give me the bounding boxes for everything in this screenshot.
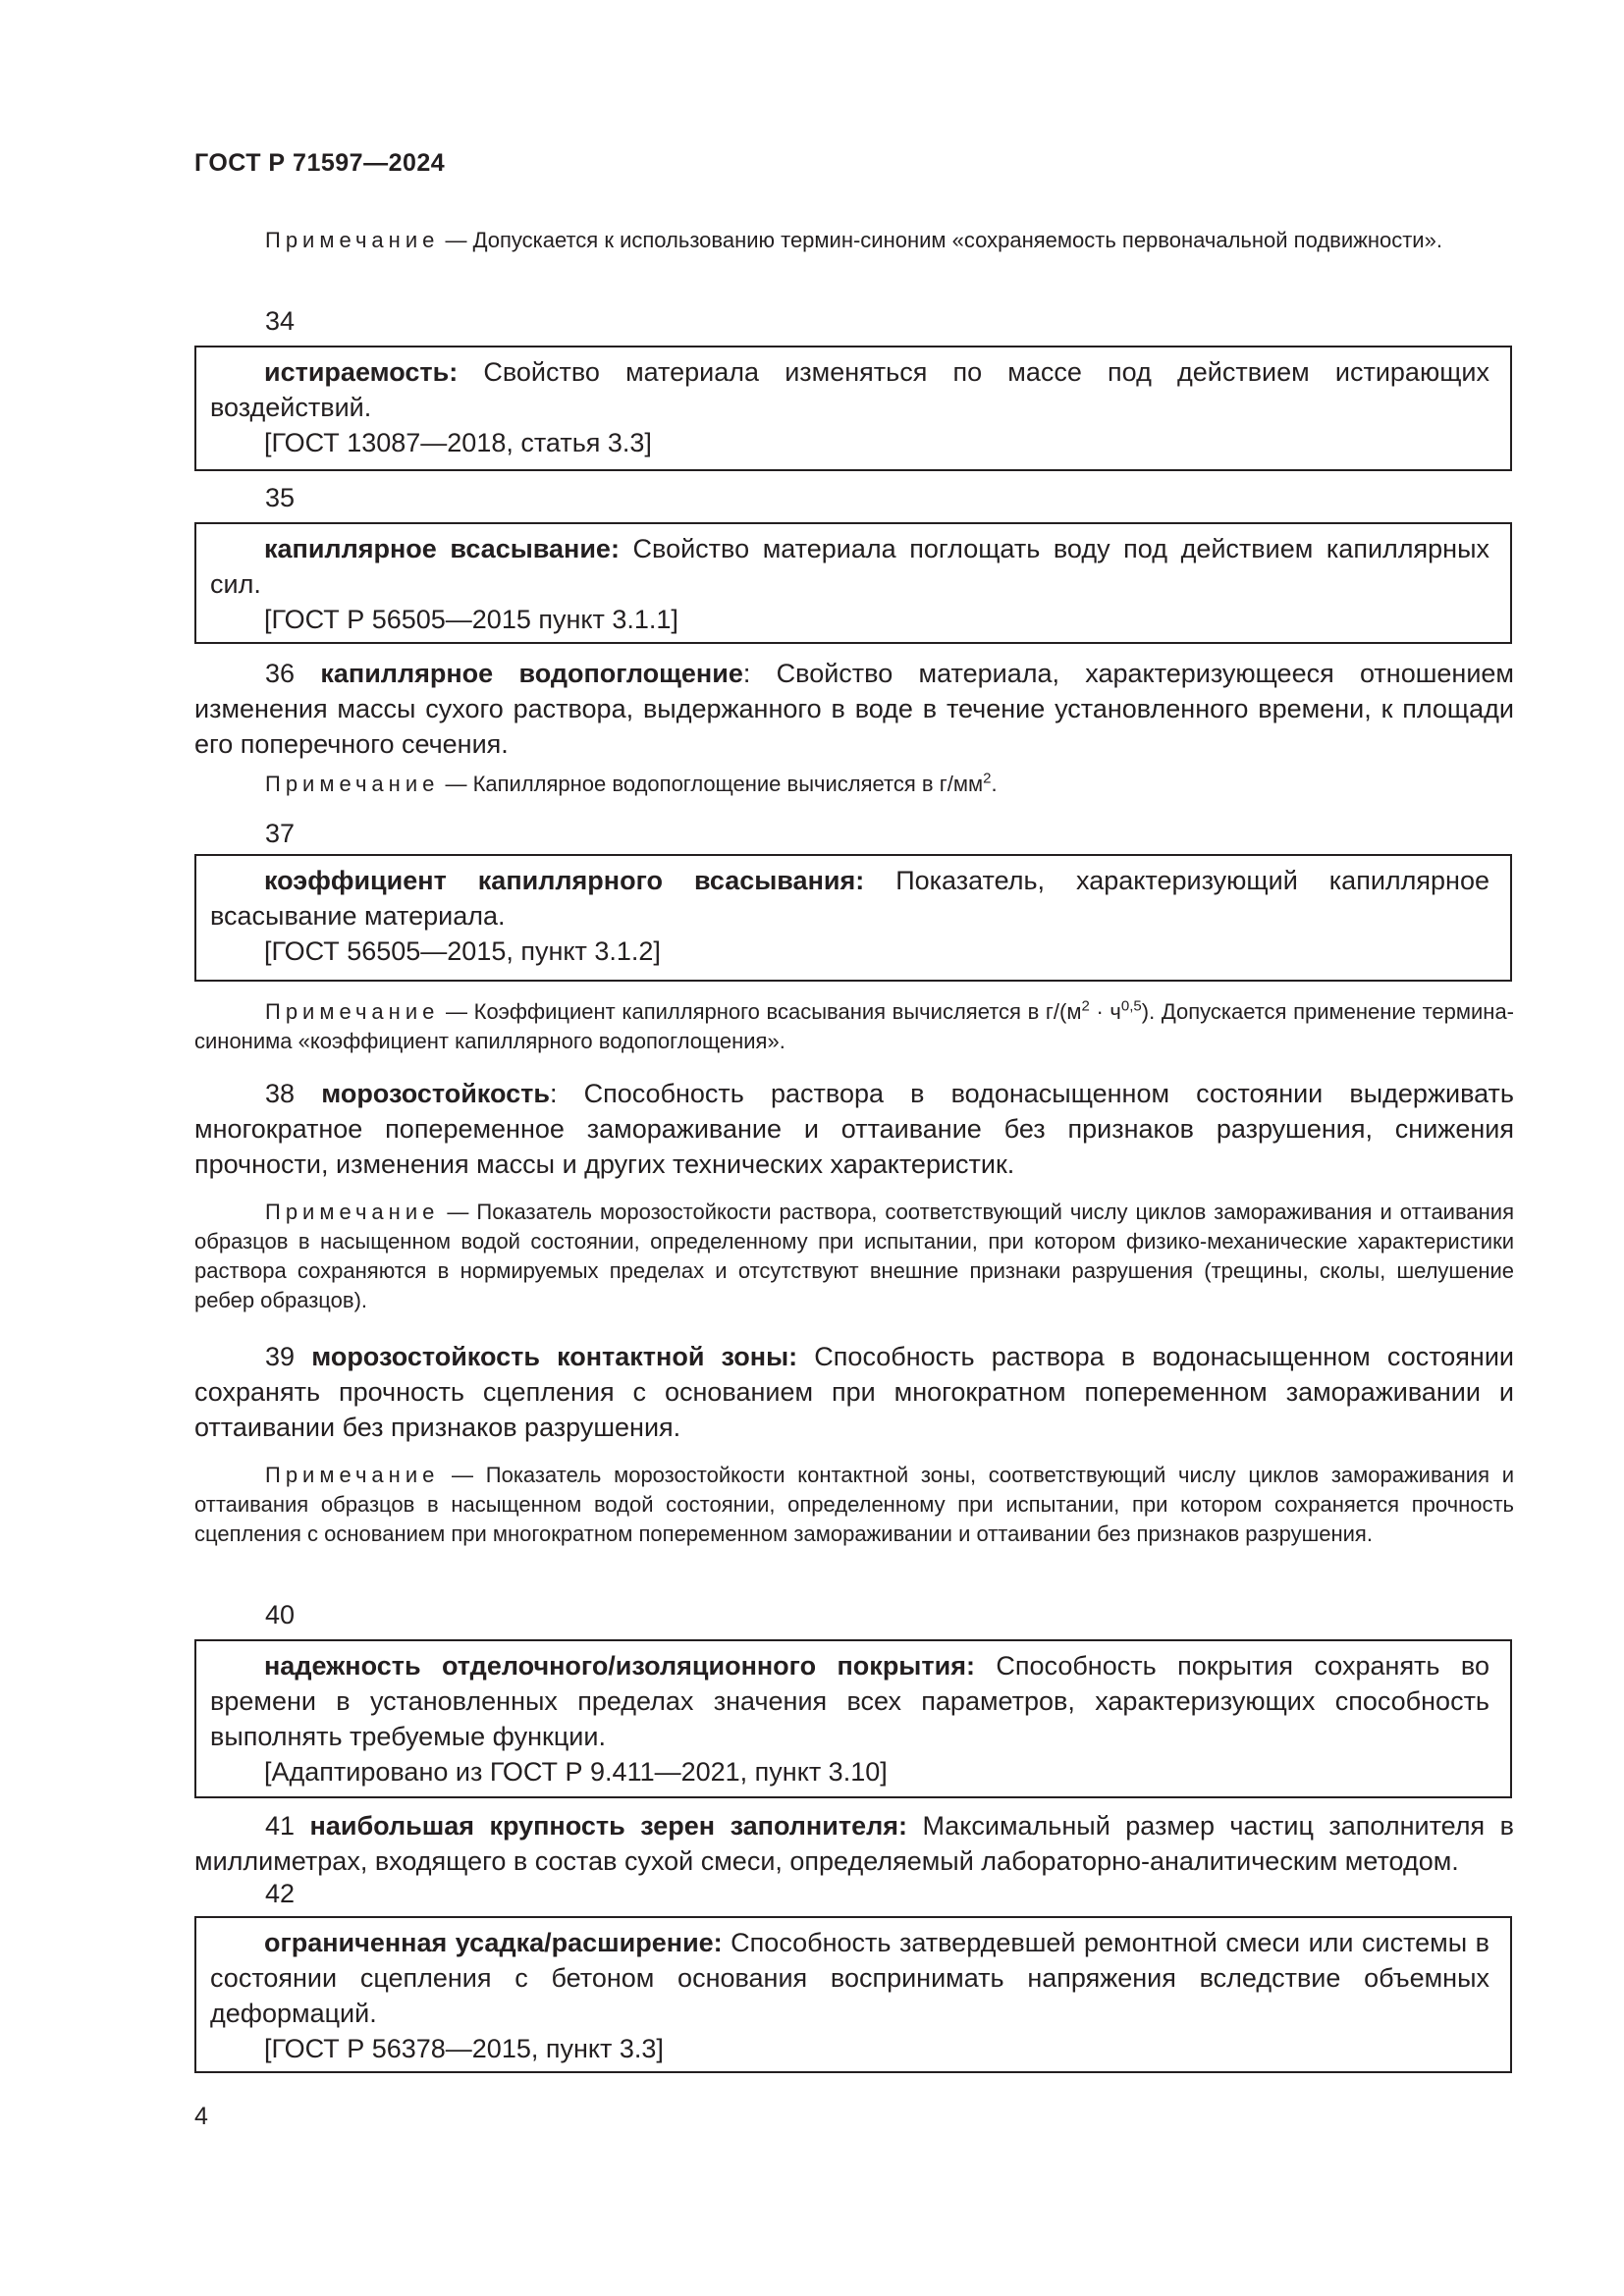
term-box-35 xyxy=(194,522,1512,644)
term-number: 35 xyxy=(265,483,296,512)
term-definition: капиллярное всасывание: Свойство материала поглощать воду под действием капиллярных сил. xyxy=(210,534,1489,599)
page-number: 4 xyxy=(194,2103,208,2130)
term-reference: [ГОСТ Р 56505—2015 пункт 3.1.1] xyxy=(264,605,678,634)
document-header: ГОСТ Р 71597—2024 xyxy=(194,149,446,177)
term-reference: [ГОСТ 56505—2015, пункт 3.1.2] xyxy=(264,936,661,966)
term-number: 37 xyxy=(265,819,296,848)
term-title: истираемость: xyxy=(264,357,459,387)
term-number: 42 xyxy=(265,1879,296,1908)
note-39: Примечание — Показатель морозостойкости контактной зоны, соответствующий числу циклов замораживания и оттаивания образцов в насыщенном водой состоянии, определенному при испытании, при котором сохраняется прочность сцепления с основанием при многократном попеременном замораживании и оттаивании без признаков разрушения. xyxy=(194,1463,1514,1546)
note-33: Примечание — Допускается к использованию термин-синоним «сохраняемость первоначальной подвижности». xyxy=(265,228,1442,252)
term-number: 39 xyxy=(265,1342,296,1371)
term-reference: [ГОСТ Р 56378—2015, пункт 3.3] xyxy=(264,2034,664,2063)
note-label: Примечание xyxy=(265,772,440,796)
term-number: 41 xyxy=(265,1811,296,1841)
term-number: 38 xyxy=(265,1079,296,1108)
term-title: наибольшая крупность зерен заполнителя: xyxy=(309,1811,907,1841)
term-box-40 xyxy=(194,1639,1512,1798)
term-39: 39 морозостойкость контактной зоны: Способность раствора в водонасыщенном состоянии сохранять прочность сцепления с основанием при многократном попеременном замораживании и оттаивании без признаков разрушения. xyxy=(194,1342,1514,1442)
term-38: 38 морозостойкость: Способность раствора в водонасыщенном состоянии выдерживать многократное попеременное замораживание и оттаивание без признаков разрушения, снижения прочности, изменения массы и других технических характеристик. xyxy=(194,1079,1514,1179)
note-label: Примечание xyxy=(265,999,440,1024)
term-title: коэффициент капиллярного всасывания: xyxy=(264,866,865,895)
term-title: капиллярное всасывание: xyxy=(264,534,620,563)
term-title: ограниченная усадка/расширение: xyxy=(264,1928,723,1957)
term-definition: коэффициент капиллярного всасывания: Показатель, характеризующий капиллярное всасывание материала. xyxy=(210,866,1489,931)
term-definition: ограниченная усадка/расширение: Способность затвердевшей ремонтной смеси или системы в состоянии сцепления с бетоном основания воспринимать напряжения вследствие объемных деформаций. xyxy=(210,1928,1489,2028)
term-definition: истираемость: Свойство материала изменяться по массе под действием истирающих воздействий. xyxy=(210,357,1489,422)
term-number: 40 xyxy=(265,1600,296,1629)
note-label: Примечание xyxy=(265,1200,440,1224)
term-reference: [ГОСТ 13087—2018, статья 3.3] xyxy=(264,428,652,457)
term-definition: надежность отделочного/изоляционного покрытия: Способность покрытия сохранять во времени в установленных пределах значения всех параметров, характеризующих способность выполнять требуемые функции. xyxy=(210,1651,1489,1751)
term-title: капиллярное водопоглощение xyxy=(320,659,743,688)
term-box-37 xyxy=(194,854,1512,982)
term-41: 41 наибольшая крупность зерен заполнителя: Максимальный размер частиц заполнителя в миллиметрах, входящего в состав сухой смеси, определяемый лабораторно-аналитическим методом. xyxy=(194,1811,1514,1876)
term-reference: [Адаптировано из ГОСТ Р 9.411—2021, пункт 3.10] xyxy=(264,1757,888,1787)
note-37: Примечание — Коэффициент капиллярного всасывания вычисляется в $г/(м^2 \cdot ч^{0,5})$. Допускается применение термина-синонима «коэффициент капиллярного водопоглощения». xyxy=(194,997,1515,1053)
term-36: 36 капиллярное водопоглощение: Свойство материала, характеризующееся отношением изменения массы сухого раствора, выдержанного в воде в течение установленного времени, к площади его поперечного сечения. xyxy=(194,659,1514,759)
term-box-34 xyxy=(194,346,1512,471)
term-title: морозостойкость контактной зоны: xyxy=(311,1342,798,1371)
note-label: Примечание xyxy=(265,228,440,252)
note-38: Примечание — Показатель морозостойкости раствора, соответствующий числу циклов замораживания и оттаивания образцов в насыщенном водой состоянии, определенному при испытании, при котором физико-механические характеристики раствора сохраняются в нормируемых пределах и отсутствуют внешние признаки разрушения (трещины, сколы, шелушение ребер образцов). xyxy=(194,1200,1514,1312)
term-box-42 xyxy=(194,1916,1512,2073)
note-36: Примечание — Капиллярное водопоглощение вычисляется в $г/мм^2$. xyxy=(265,770,998,796)
term-number: 34 xyxy=(265,306,296,336)
note-label: Примечание xyxy=(265,1463,440,1487)
term-number: 36 xyxy=(265,659,296,688)
term-title: надежность отделочного/изоляционного покрытия: xyxy=(264,1651,975,1681)
term-title: морозостойкость xyxy=(321,1079,550,1108)
